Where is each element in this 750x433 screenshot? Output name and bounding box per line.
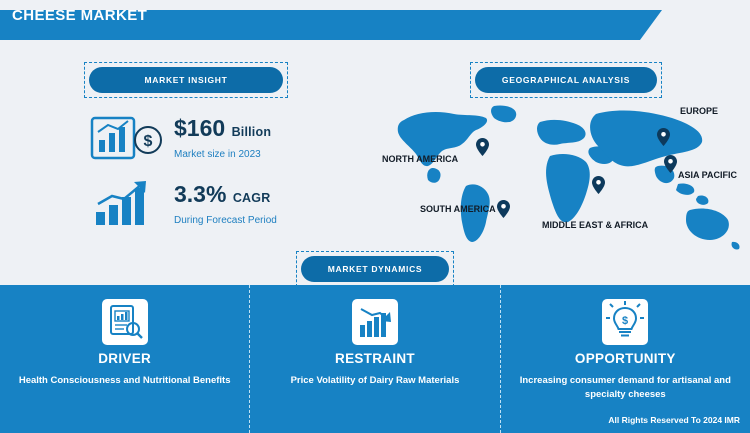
map-label-north-america: NORTH AMERICA (382, 154, 459, 164)
map-pin-south-america (497, 200, 510, 218)
kpi-market-size-subtitle: Market size in 2023 (174, 149, 261, 160)
dynamics-title-restraint: RESTRAINT (335, 351, 415, 366)
lightbulb-idea-icon (602, 299, 648, 345)
dynamics-desc-driver: Health Consciousness and Nutritional Benefits (18, 375, 231, 386)
kpi-market-size (90, 112, 271, 164)
kpi-cagr (90, 178, 277, 230)
page-title: CHEESE MARKET (12, 7, 148, 24)
map-label-asia-pacific: ASIA PACIFIC (678, 170, 738, 180)
map-label-europe: EUROPE (680, 106, 719, 116)
dynamics-card-opportunity (500, 285, 750, 433)
world-map (382, 100, 746, 250)
map-pin-middle-east-africa (592, 176, 605, 194)
dynamics-title-driver: DRIVER (98, 351, 152, 366)
kpi-market-size-unit: Billion (231, 125, 272, 139)
market-insight-badge (84, 62, 288, 98)
growth-arrow-chart-icon (90, 178, 168, 230)
kpi-cagr-unit: CAGR (232, 191, 271, 205)
dynamics-desc-restraint: Price Volatility of Dairy Raw Materials (290, 375, 460, 386)
dynamics-desc-opportunity: Increasing consumer demand for artisanal and specialty cheeses (519, 375, 731, 400)
map-label-south-america: SOUTH AMERICA (420, 204, 496, 214)
kpi-market-size-value: $160 (174, 115, 226, 141)
document-analysis-icon (102, 299, 148, 345)
dynamics-title-opportunity: OPPORTUNITY (574, 351, 676, 366)
kpi-cagr-value: 3.3% (174, 181, 227, 207)
geographical-analysis-badge (470, 62, 662, 98)
geographical-analysis-label: GEOGRAPHICAL ANALYSIS (475, 67, 657, 93)
map-label-middle-east-africa: MIDDLE EAST & AFRICA (542, 220, 649, 230)
svg-text:$: $ (622, 315, 629, 327)
market-insight-label: MARKET INSIGHT (89, 67, 283, 93)
svg-text:$: $ (143, 133, 153, 150)
declining-bar-chart-icon (352, 299, 398, 345)
bar-chart-dollar-icon (90, 112, 168, 164)
kpi-cagr-subtitle: During Forecast Period (174, 215, 277, 226)
copyright-text: All Rights Reserved To 2024 IMR (608, 415, 740, 425)
market-dynamics-badge (296, 251, 454, 287)
map-pin-north-america (476, 138, 489, 156)
map-pin-asia-pacific (664, 155, 677, 173)
dynamics-card-restraint (249, 285, 499, 433)
market-dynamics-section (0, 285, 750, 433)
map-pin-europe (657, 128, 670, 146)
market-dynamics-label: MARKET DYNAMICS (301, 256, 449, 282)
dynamics-card-driver (0, 285, 249, 433)
